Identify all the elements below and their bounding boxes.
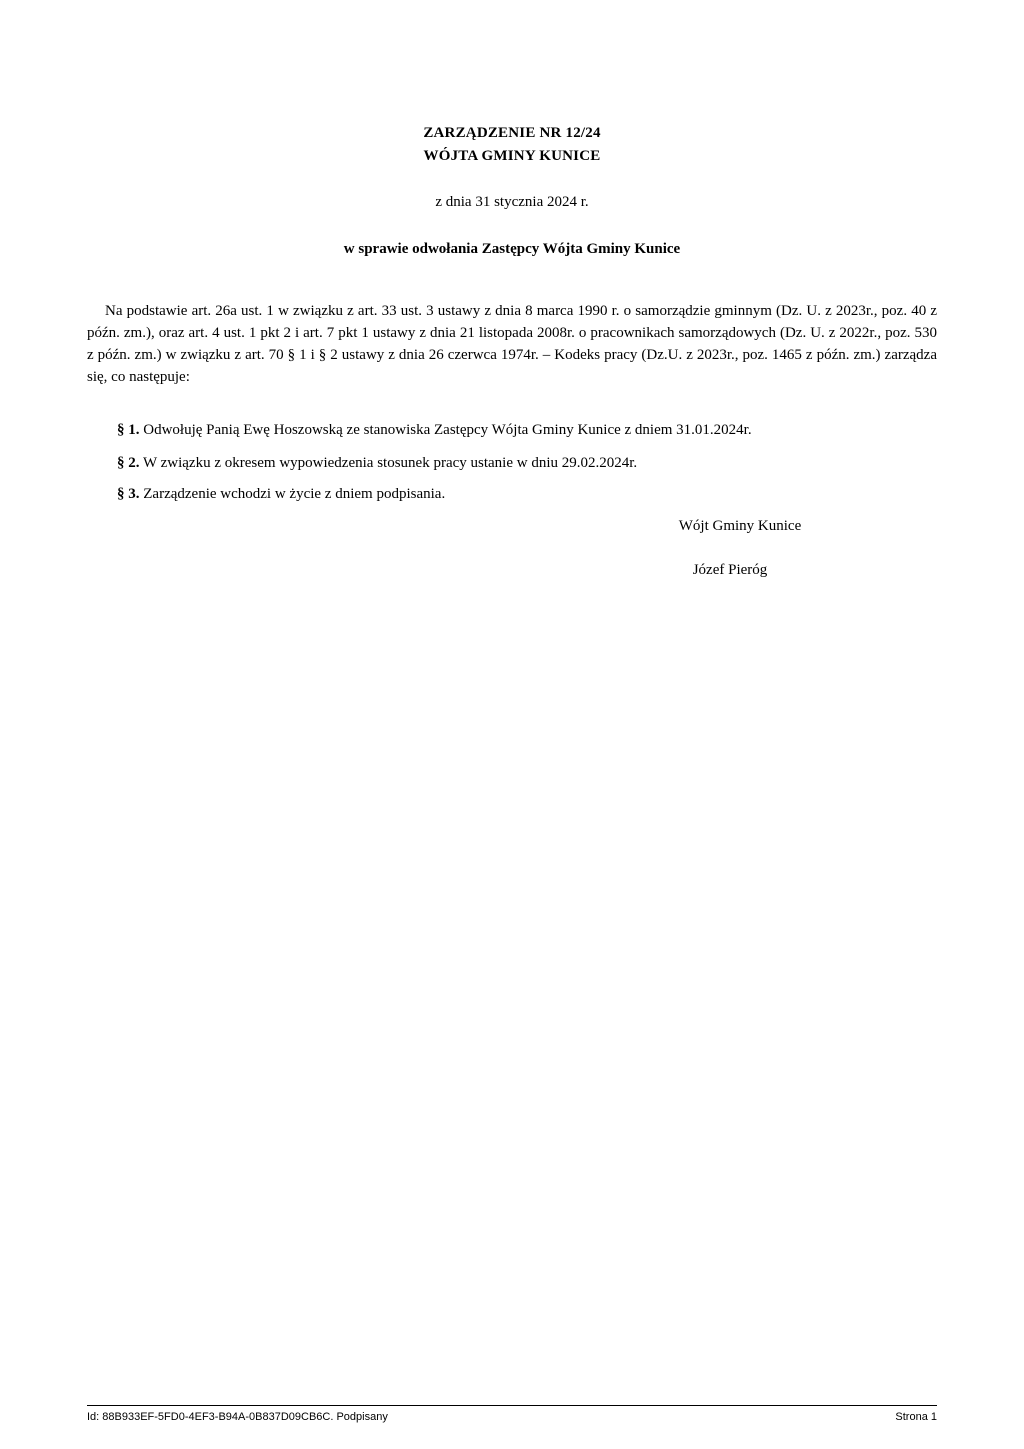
signatory-title: Wójt Gminy Kunice xyxy=(678,518,802,534)
document-title xyxy=(0,122,1024,168)
section-3-label: § 3. xyxy=(117,486,140,502)
footer-divider xyxy=(87,1405,937,1406)
signatory-name: Józef Pieróg xyxy=(692,562,768,578)
section-1 xyxy=(117,420,937,440)
footer-document-id: Id: 88B933EF-5FD0-4EF3-B94A-0B837D09CB6C. Podpisany xyxy=(87,1411,388,1423)
document-date: z dnia 31 stycznia 2024 r. xyxy=(435,194,589,210)
preamble-paragraph: Na podstawie art. 26a ust. 1 w związku z art. 33 ust. 3 ustawy z dnia 8 marca 1990 r. o samorządzie gminnym (Dz. U. z 2023r., poz. 40 z późn. zm.), oraz art. 4 ust. 1 pkt 2 i art. 7 pkt 1 ustawy z dnia 21 listopada 2008r. o pracownikach samorządowych (Dz. U. z 2022r., poz. 530 z późn. zm.) w związku z art. 70 § 1 i § 2 ustawy z dnia 26 czerwca 1974r. – Kodeks pracy (Dz.U. z 2023r., poz. 1465 z późn. zm.) zarządza się, co następuje: xyxy=(87,303,937,385)
section-2-label: § 2. xyxy=(117,455,140,471)
section-2-text: W związku z okresem wypowiedzenia stosunek pracy ustanie w dniu 29.02.2024r. xyxy=(142,455,638,471)
title-line-2: WÓJTA GMINY KUNICE xyxy=(423,148,601,164)
section-2 xyxy=(117,453,937,473)
section-3 xyxy=(117,484,937,504)
section-3-text: Zarządzenie wchodzi w życie z dniem podpisania. xyxy=(143,486,446,502)
title-line-1: ZARZĄDZENIE NR 12/24 xyxy=(423,125,601,141)
section-1-text: Odwołuję Panią Ewę Hoszowską ze stanowiska Zastępcy Wójta Gminy Kunice z dniem 31.01.2024r. xyxy=(143,422,752,438)
section-1-label: § 1. xyxy=(117,422,140,438)
footer-page-number: Strona 1 xyxy=(895,1411,937,1423)
document-subject: w sprawie odwołania Zastępcy Wójta Gminy Kunice xyxy=(343,241,681,257)
